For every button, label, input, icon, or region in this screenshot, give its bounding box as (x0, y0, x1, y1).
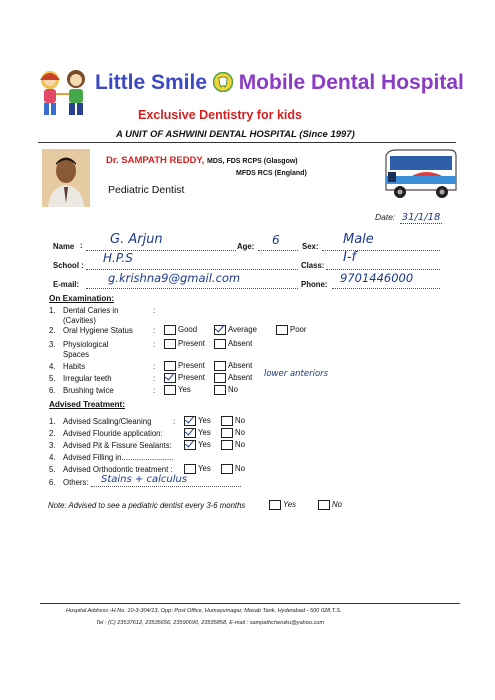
tagline: Exclusive Dentistry for kids (138, 108, 302, 122)
hospital-title-part2: Mobile Dental Hospital (232, 71, 464, 94)
treatment-label-sealants: Advised Pit & Fissure Sealants: (63, 441, 172, 450)
flouride-no-option[interactable] (221, 428, 245, 438)
name-label: Name (53, 242, 75, 251)
treatment-row-3 (49, 441, 309, 453)
sex-underline (322, 236, 440, 251)
age-label: Age: (237, 242, 255, 251)
treatment-num: 3. (49, 441, 56, 450)
hygiene-average-label: Average (228, 325, 257, 335)
age-value[interactable]: 6 (272, 233, 280, 247)
habits-absent-option[interactable] (214, 361, 252, 371)
sealants-no-option[interactable] (221, 440, 245, 450)
habits-present-label: Present (178, 361, 205, 371)
spaces-absent-label: Absent (228, 339, 253, 349)
hygiene-good-option[interactable] (164, 325, 197, 335)
ortho-yes-checkbox[interactable] (184, 464, 196, 474)
others-value[interactable]: Stains + calculus (101, 474, 188, 485)
sealants-no-label: No (235, 440, 245, 450)
email-label: E-mail: (53, 280, 79, 289)
scaling-yes-option[interactable] (184, 416, 211, 426)
exam-colon: : (153, 362, 156, 371)
doctor-quals2: MFDS RCS (England) (236, 170, 307, 177)
ortho-yes-label: Yes (198, 464, 211, 474)
brushing-yes-checkbox[interactable] (164, 385, 176, 395)
treatment-row-4 (49, 453, 309, 465)
brushing-no-label: No (228, 385, 238, 395)
sealants-yes-option[interactable] (184, 440, 211, 450)
treatment-row-6 (49, 474, 309, 490)
note-yes-option[interactable] (269, 500, 296, 510)
class-label: Class: (301, 261, 325, 270)
doctor-name-line (106, 155, 298, 166)
exam-row-2 (49, 326, 349, 338)
treatment-label-flouride: Advised Flouride application: (63, 429, 163, 438)
exam-num: 2. (49, 326, 56, 335)
treatment-num: 2. (49, 429, 56, 438)
spaces-absent-option[interactable] (214, 339, 252, 349)
exam-label-hygiene: Oral Hygiene Status (63, 326, 133, 335)
irregular-absent-checkbox[interactable] (214, 373, 226, 383)
scaling-yes-label: Yes (198, 416, 211, 426)
treatment-num: 5. (49, 465, 56, 474)
ortho-yes-option[interactable] (184, 464, 211, 474)
footer-address: Hospital Address:-H.No. 10-3-304/13, Opp: Post Office, Humayumagar, Masab Tank, Hyderabad - 500 028.T.S. (66, 608, 342, 614)
note-text: Note: Advised to see a pediatric dentist every 3-6 months (48, 501, 246, 510)
irregular-present-option[interactable] (164, 373, 205, 383)
spaces-present-label: Present (178, 339, 205, 349)
treatment-label-others: Others: (63, 478, 89, 487)
treatment-num: 6. (49, 478, 56, 487)
treatment-row-1 (49, 417, 309, 429)
brushing-no-checkbox[interactable] (214, 385, 226, 395)
school-value[interactable]: H.P.S (103, 251, 133, 265)
name-value[interactable]: G. Arjun (110, 232, 163, 247)
class-value[interactable]: I-f (343, 250, 357, 265)
hygiene-good-checkbox[interactable] (164, 325, 176, 335)
sex-label: Sex: (302, 242, 319, 251)
ortho-no-checkbox[interactable] (221, 464, 233, 474)
exam-num: 6. (49, 386, 56, 395)
hospital-title-part1: Little Smile (95, 71, 213, 94)
sealants-no-checkbox[interactable] (221, 440, 233, 450)
spaces-absent-checkbox[interactable] (214, 339, 226, 349)
header (0, 0, 495, 230)
spaces-present-option[interactable] (164, 339, 205, 349)
exam-num: 3. (49, 340, 56, 349)
flouride-yes-label: Yes (198, 428, 211, 438)
hygiene-poor-checkbox[interactable] (276, 325, 288, 335)
scaling-no-label: No (235, 416, 245, 426)
scaling-no-option[interactable] (221, 416, 245, 426)
hygiene-average-checkbox[interactable] (214, 325, 226, 335)
exam-num: 1. (49, 306, 56, 315)
treatment-colon: : (173, 417, 176, 426)
sealants-yes-checkbox[interactable] (184, 440, 196, 450)
irregular-absent-option[interactable] (214, 373, 252, 383)
brushing-yes-label: Yes (178, 385, 191, 395)
exam-label-caries: Dental Caries in (Cavities) (63, 306, 119, 325)
scaling-no-checkbox[interactable] (221, 416, 233, 426)
doctor-name: Dr. SAMPATH REDDY, (106, 155, 205, 166)
flouride-yes-option[interactable] (184, 428, 211, 438)
smile-friend-seal (213, 72, 233, 92)
irregular-present-label: Present (178, 373, 205, 383)
mobile-bus-icon (382, 146, 460, 204)
hygiene-poor-option[interactable] (276, 325, 306, 335)
note-no-label: No (332, 500, 342, 510)
sealants-yes-label: Yes (198, 440, 211, 450)
date-field (375, 207, 442, 225)
exam-colon: : (153, 326, 156, 335)
hygiene-poor-label: Poor (290, 325, 307, 335)
date-value: 31/1/18 (401, 212, 441, 223)
ortho-no-option[interactable] (221, 464, 245, 474)
name-colon: : (80, 241, 83, 250)
flouride-no-checkbox[interactable] (221, 428, 233, 438)
note-row (48, 501, 468, 515)
exam-num: 4. (49, 362, 56, 371)
treatment-heading: Advised Treatment: (49, 400, 125, 409)
irregular-present-checkbox[interactable] (164, 373, 176, 383)
school-label: School : (53, 261, 84, 270)
treatment-row-2 (49, 429, 309, 441)
exam-label-spaces: Physiological Spaces (63, 340, 109, 359)
unit-line: A UNIT OF ASHWINI DENTAL HOSPITAL (Since 1997) (116, 129, 355, 140)
treatment-num: 4. (49, 453, 56, 462)
ortho-no-label: No (235, 464, 245, 474)
treatment-num: 1. (49, 417, 56, 426)
sex-value[interactable]: Male (343, 232, 374, 247)
brushing-no-option[interactable] (214, 385, 238, 395)
doctor-role: Pediatric Dentist (108, 184, 185, 196)
exam-label-habits: Habits (63, 362, 86, 371)
exam-label-brushing: Brushing twice (63, 386, 114, 395)
others-underline (91, 486, 241, 487)
brushing-yes-option[interactable] (164, 385, 191, 395)
exam-colon: : (153, 306, 156, 315)
hygiene-good-label: Good (178, 325, 198, 335)
note-yes-label: Yes (283, 500, 297, 510)
exam-colon: : (153, 374, 156, 383)
habits-absent-checkbox[interactable] (214, 361, 226, 371)
doctor-quals1: MDS, FDS RCPS (Glasgow) (207, 158, 298, 165)
note-yes-checkbox[interactable] (269, 500, 281, 510)
phone-value[interactable]: 9701446000 (340, 271, 414, 285)
exam-row-6 (49, 386, 349, 398)
date-label: Date: (375, 212, 396, 222)
treatment-label-filling: Advised Filling in........................ (63, 453, 174, 462)
exam-colon: : (153, 340, 156, 349)
footer-contact: Tel : (C) 23537612, 23535656, 23590690, 23535858, E-mail : sampathcheruku@yahoo.com (96, 620, 325, 626)
phone-label: Phone: (301, 280, 328, 289)
exam-colon: : (153, 386, 156, 395)
irregular-note: lower anteriors (264, 369, 329, 379)
doctor-photo (42, 149, 90, 207)
tooth-seal-icon (213, 72, 233, 92)
header-divider (38, 142, 456, 143)
note-no-checkbox[interactable] (318, 500, 330, 510)
kids-logo-icon (34, 66, 96, 120)
exam-num: 5. (49, 374, 56, 383)
irregular-absent-label: Absent (228, 373, 253, 383)
examination-heading: On Examination: (49, 294, 115, 303)
footer-divider (40, 603, 460, 604)
exam-row-5 (49, 369, 369, 386)
treatment-label-scaling: Advised Scaling/Cleaning (63, 417, 152, 426)
flouride-no-label: No (235, 428, 245, 438)
note-no-option[interactable] (318, 500, 342, 510)
hygiene-average-option[interactable] (214, 325, 257, 335)
hospital-title (95, 71, 464, 95)
exam-row-3 (49, 340, 349, 360)
treatment-label-orthodontic: Advised Orthodontic treatment : (63, 465, 173, 474)
habits-absent-label: Absent (228, 361, 253, 371)
doctor-portrait-icon (42, 149, 90, 207)
spaces-present-checkbox[interactable] (164, 339, 176, 349)
patient-info (0, 230, 495, 300)
exam-label-irregular: Irregular teeth (63, 374, 112, 383)
email-value[interactable]: g.krishna9@gmail.com (108, 271, 241, 285)
